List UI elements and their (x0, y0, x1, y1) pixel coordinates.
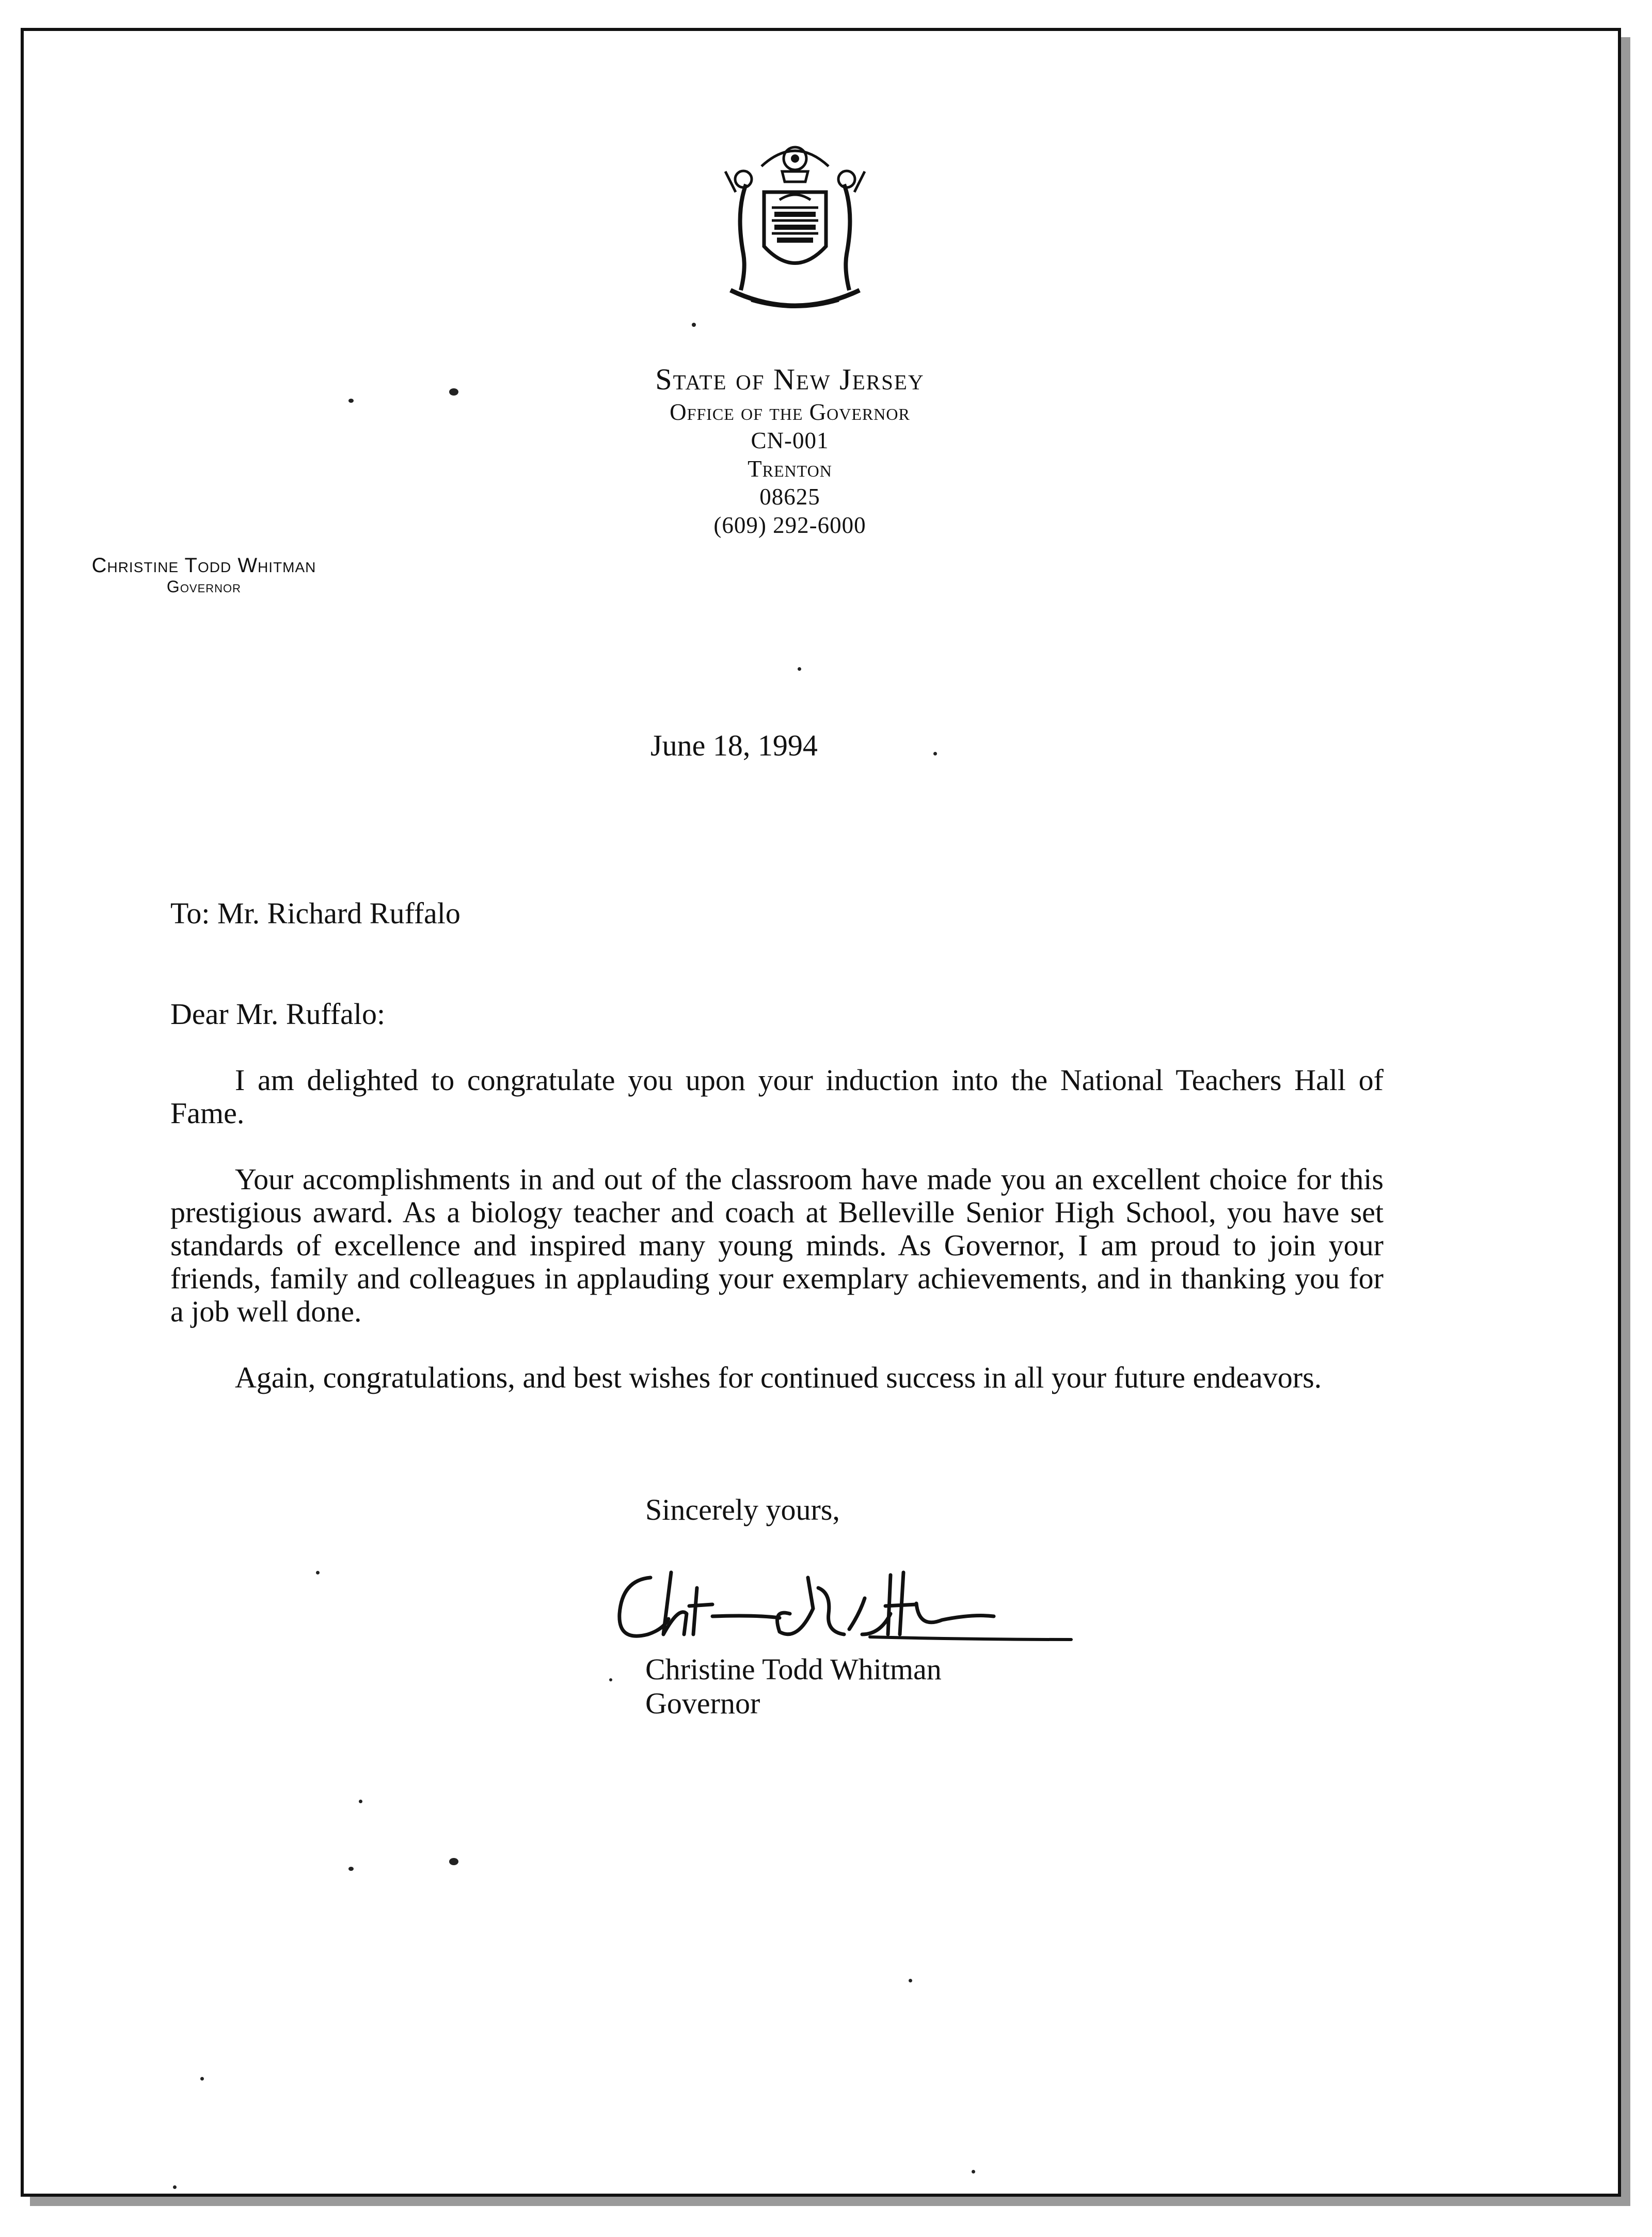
letter-body (170, 1064, 1384, 1427)
governor-name: Christine Todd Whitman (91, 554, 316, 577)
letterhead-code: CN-001 (751, 427, 829, 453)
letterhead-office: Office of the Governor (670, 399, 910, 425)
state-seal-icon (715, 135, 875, 316)
signature-icon (601, 1557, 1087, 1660)
governor-title: Governor (166, 577, 242, 596)
governor-heading (52, 554, 356, 596)
letter-date: June 18, 1994 (650, 729, 818, 762)
scan-speck (359, 1800, 362, 1803)
body-paragraph: Again, congratulations, and best wishes for continued success in all your future endeavors. (235, 1361, 1322, 1394)
scan-speck (200, 2077, 204, 2081)
scan-speck (972, 2170, 975, 2173)
scan-speck (173, 2185, 177, 2189)
signer-name: Christine Todd Whitman (645, 1652, 942, 1686)
scan-speck (449, 1858, 458, 1865)
scan-speck (798, 667, 801, 671)
closing: Sincerely yours, (645, 1493, 840, 1526)
letterhead-zip: 08625 (759, 484, 820, 510)
scan-speck (909, 1979, 912, 1982)
letterhead-phone: (609) 292-6000 (713, 512, 866, 539)
signer-title: Governor (645, 1687, 760, 1720)
body-paragraph: Your accomplishments in and out of the classroom have made you an excellent choice for this prestigious award. As a biology teacher and coach at Belleville Senior High School, you have set standards of excellence and inspired many young minds. As Governor, I am proud to join your friends, family and colleagues in applauding your exemplary achievements, and in thanking you for a job well done. (170, 1162, 1384, 1328)
body-paragraph: I am delighted to congratulate you upon your induction into the National Teachers Hall of Fame. (170, 1063, 1384, 1130)
recipient-line: To: Mr. Richard Ruffalo (170, 896, 460, 930)
scan-speck (609, 1678, 612, 1681)
signature-block (645, 1652, 942, 1721)
letterhead-city: Trenton (748, 455, 832, 482)
salutation: Dear Mr. Ruffalo: (170, 997, 386, 1031)
scan-speck (692, 323, 696, 327)
letterhead-state: State of New Jersey (655, 363, 925, 396)
scan-speck (348, 1867, 354, 1871)
scan-speck (316, 1571, 320, 1574)
scan-speck (933, 752, 937, 755)
scan-speck (348, 399, 354, 403)
scan-speck (449, 388, 458, 396)
letterhead (578, 361, 1002, 540)
